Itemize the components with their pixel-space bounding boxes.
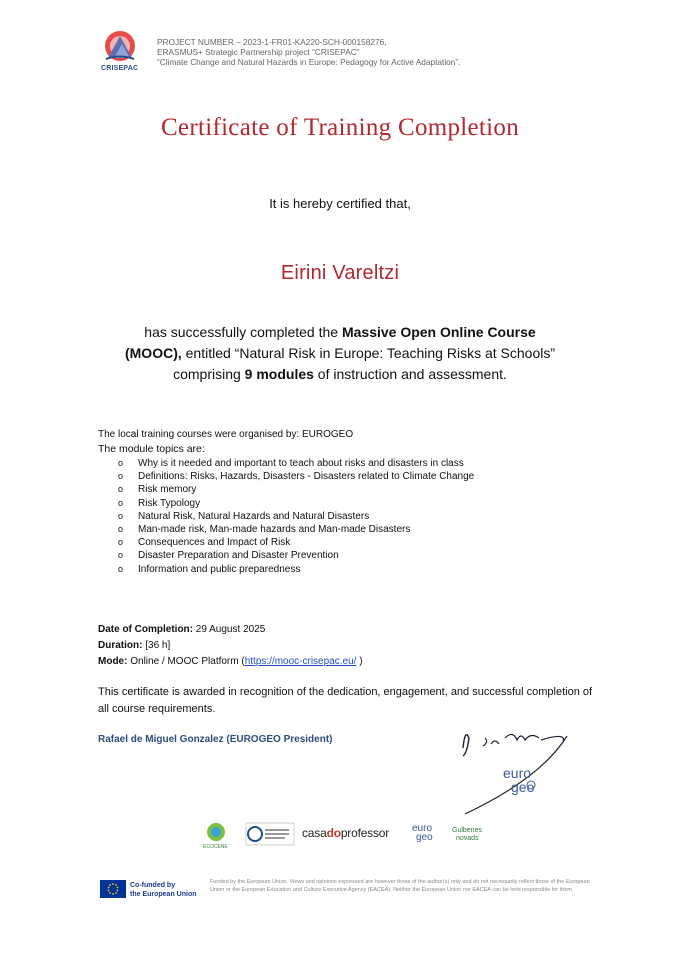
topic-item: o Natural Risk, Natural Hazards and Natural Disasters bbox=[118, 510, 474, 523]
casa-do-professor-logo bbox=[302, 826, 389, 840]
completion-text-2: entitled “Natural Risk in Europe: Teaching Risks at Schools” bbox=[181, 345, 555, 361]
casa-text-1: casa bbox=[302, 826, 327, 840]
eu-cofunded-label bbox=[130, 881, 197, 899]
course-type-bold: Massive Open Online Course bbox=[341, 324, 536, 340]
project-title: “Climate Change and Natural Hazards in Europe: Pedagogy for Active Adaptation”. bbox=[157, 57, 461, 68]
organiser-line: The local training courses were organised by: EUROGEO bbox=[98, 429, 354, 440]
mode-end: ) bbox=[356, 656, 363, 667]
eurogeo-logo-small bbox=[412, 824, 433, 842]
mode-value: Online / MOOC Platform ( bbox=[127, 656, 245, 667]
project-number: PROJECT NUMBER – 2023-1-FR01-KA220-SCH-000158276, bbox=[157, 37, 387, 47]
topic-item: o Consequences and Impact of Risk bbox=[118, 536, 474, 549]
certificate-title: Certificate of Training Completion bbox=[160, 114, 520, 141]
topic-item: o Risk Typology bbox=[118, 497, 474, 510]
signer-name: Rafael de Miguel Gonzalez (EUROGEO President) bbox=[98, 734, 333, 745]
mooc-platform-link[interactable]: https://mooc-crisepac.eu/ bbox=[244, 656, 357, 667]
signature-icon bbox=[455, 718, 585, 818]
completion-text-3: comprising bbox=[173, 366, 245, 382]
topic-item: o Why is it needed and important to teach about risks and disasters in class bbox=[118, 457, 474, 470]
gulbenes-novads-logo bbox=[452, 827, 482, 843]
crisepac-logo-text: CRISEPAC bbox=[101, 65, 139, 72]
gulbenes-text-2: novads bbox=[456, 835, 479, 842]
project-info bbox=[157, 37, 460, 68]
topics-list bbox=[118, 457, 474, 576]
duration-label: Duration: bbox=[98, 640, 143, 651]
svg-text:geo: geo bbox=[511, 779, 535, 795]
eurogeo-text-1: euro bbox=[412, 823, 433, 834]
duration-value: [36 h] bbox=[142, 640, 171, 651]
certified-intro: It is hereby certified that, bbox=[269, 196, 411, 211]
topics-heading: The module topics are: bbox=[98, 443, 205, 455]
gulbenes-text-1: Gulbenes bbox=[452, 827, 482, 834]
completion-text-1: has successfully completed the bbox=[144, 324, 342, 340]
project-partnership: ERASMUS+ Strategic Partnership project “CRISEPAC” bbox=[157, 47, 360, 58]
completion-text-4: of instruction and assessment. bbox=[313, 366, 507, 382]
modules-count-bold: 9 modules bbox=[244, 366, 314, 382]
university-logo-icon bbox=[245, 822, 295, 846]
topic-item: o Information and public preparedness bbox=[118, 563, 474, 576]
svg-text:euro: euro bbox=[503, 765, 532, 781]
topic-item: o Man-made risk, Man-made hazards and Man-made Disasters bbox=[118, 523, 474, 536]
award-statement: This certificate is awarded in recognition of the dedication, engagement, and successful completion of all course requirements. bbox=[98, 686, 593, 715]
date-label: Date of Completion: bbox=[98, 624, 193, 635]
topic-item: o Disaster Preparation and Disaster Prevention bbox=[118, 549, 474, 562]
course-abbrev-bold: (MOOC), bbox=[124, 345, 182, 361]
eurogeo-text-2: geo bbox=[416, 832, 433, 843]
eu-disclaimer: Funded by the European Union. Views and opinions expressed are however those of the author(s) only and do not necessarily reflect those of the European Union or the European Education and Culture Executive Agency (EACEA). Neither the European Union nor EACEA can be held responsible for them. bbox=[210, 879, 590, 894]
completion-date bbox=[98, 622, 363, 638]
eu-line-2: the European Union bbox=[130, 891, 197, 898]
date-value: 29 August 2025 bbox=[193, 624, 266, 635]
mode bbox=[98, 654, 363, 670]
casa-text-3: professor bbox=[340, 826, 390, 840]
ecocene-logo-icon bbox=[200, 820, 232, 850]
topic-item: o Risk memory bbox=[118, 483, 474, 496]
recipient-name: Eirini Vareltzi bbox=[280, 262, 400, 284]
mode-label: Mode: bbox=[98, 656, 128, 667]
svg-text:ECOCENE: ECOCENE bbox=[203, 844, 228, 850]
duration bbox=[98, 638, 363, 654]
eu-flag-icon bbox=[100, 880, 126, 898]
casa-text-2: do bbox=[326, 826, 341, 840]
completion-statement bbox=[0, 322, 680, 385]
course-details bbox=[98, 622, 363, 670]
topic-item: o Definitions: Risks, Hazards, Disasters - Disasters related to Climate Change bbox=[118, 470, 474, 483]
eu-line-1: Co-funded by bbox=[130, 882, 176, 889]
